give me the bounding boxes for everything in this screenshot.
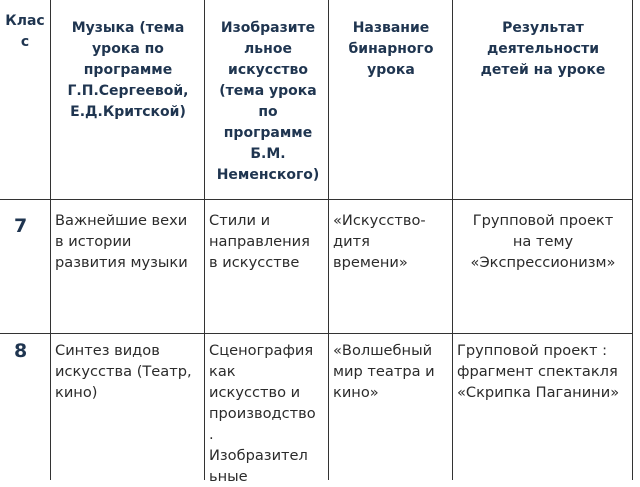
row-class-8: 8 [14,340,28,362]
row-8-result: Групповой проект : фрагмент спектакля «Скрипка Паганини» [457,342,620,401]
table-border-col1 [50,0,51,480]
header-art: Изобразите льное искусство (тема урока по программе Б.М. Неменского) [216,20,320,183]
table-border-row1 [0,199,633,200]
row-7-lesson: «Искусство- дитя времени» [333,212,426,271]
row-class-7: 7 [14,215,28,237]
table-border-row2 [0,333,633,334]
row-8-music: Синтез видов искусства (Театр, кино) [55,342,192,401]
row-7-music: Важнейшие вехи в истории развития музыки [55,212,188,271]
row-8-lesson: «Волшебный мир театра и кино» [333,342,435,401]
header-music: Музыка (тема урока по программе Г.П.Сергеевой, Е.Д.Критской) [67,20,189,120]
header-class: Клас с [5,13,45,50]
row-7-art: Стили и направления в искусстве [209,212,310,271]
table-border-col5 [632,0,633,480]
header-result: Результат деятельности детей на уроке [480,20,606,78]
row-7-result: Групповой проект на тему «Экспрессионизм» [470,212,616,271]
row-8-art: Сценография как искусство и производство . Изобразител ьные [209,342,316,485]
header-lesson: Название бинарного урока [348,20,434,78]
